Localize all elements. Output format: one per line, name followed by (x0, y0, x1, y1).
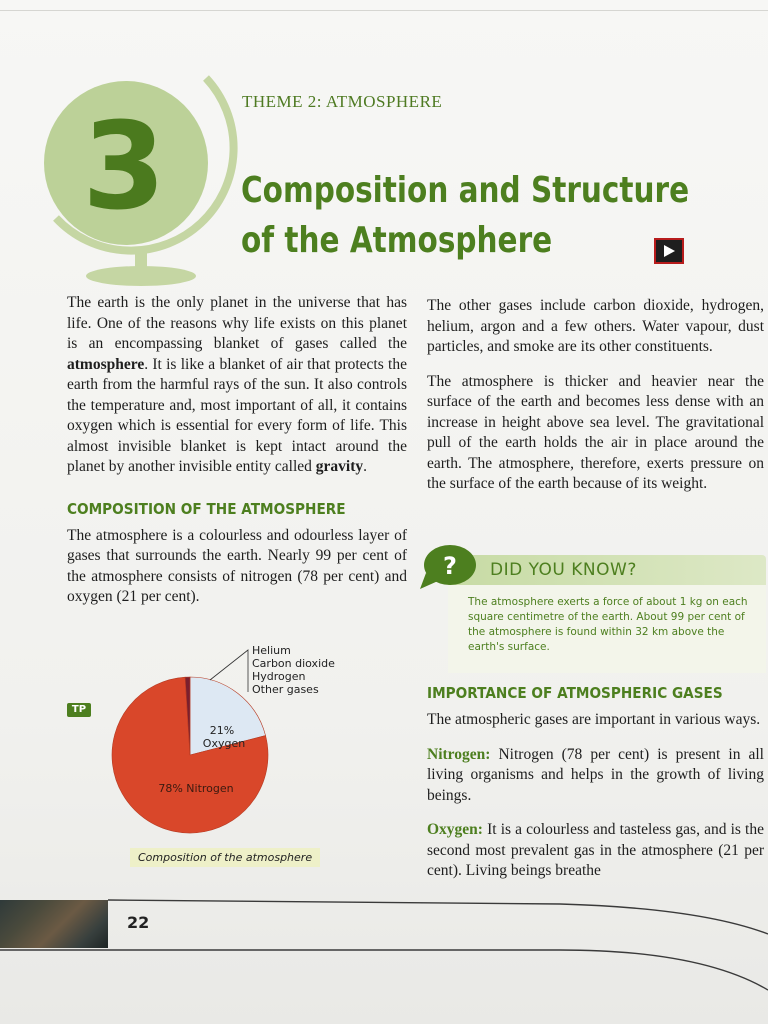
importance-heading: IMPORTANCE OF ATMOSPHERIC GASES (427, 684, 723, 702)
theme-label: THEME 2: ATMOSPHERE (242, 92, 443, 111)
callout-carbon-dioxide: Carbon dioxide (252, 657, 335, 670)
footer-photo (0, 900, 108, 948)
density-paragraph: The atmosphere is thicker and heavier near the surface of the earth and becomes less dense with an increase in height above sea level. The gravitational pull of the earth holds the air in place around the earth. The atmosphere, therefore, exerts pressure on the surface of the earth because of its weight. (427, 372, 764, 492)
did-you-know-box (418, 543, 766, 675)
callout-helium: Helium (252, 644, 291, 657)
chapter-number: 3 (82, 98, 166, 237)
nitrogen-label: 78% Nitrogen (158, 782, 234, 795)
question-mark: ? (443, 552, 457, 580)
intro-paragraph: The earth is the only planet in the universe that has life. One of the reasons why life exists on this planet is an encompassing blanket of gases called the atmosphere. It is like a blanket of air that protects the earth from the harmful rays of the sun. It also controls the temperature and, most important of all, it contains oxygen which is essential for every form of life. This almost invisible blanket is kept intact around the planet by another invisible entity called gravity. (67, 294, 407, 475)
chart-caption: Composition of the atmosphere (130, 848, 320, 867)
other-gases-paragraph: The other gases include carbon dioxide, hydrogen, helium, argon and a few others. Water vapour, dust particles, and smoke are its other constituents. (427, 297, 764, 355)
composition-paragraph: The atmosphere is a colourless and odourless layer of gases that surrounds the earth. Nearly 99 per cent of the atmosphere consists of nitrogen (78 per cent) and oxygen (21 per cent). (67, 526, 407, 605)
callout-hydrogen: Hydrogen (252, 670, 306, 683)
globe-chapter-icon (36, 68, 246, 288)
oxygen-percent-label: 21% (209, 724, 235, 737)
title-line-1: Composition and Structure (241, 170, 690, 211)
did-you-know-title: DID YOU KNOW? (490, 560, 637, 580)
chapter-title (241, 166, 689, 266)
play-triangle (662, 244, 676, 258)
importance-intro: The atmospheric gases are important in various ways. (427, 711, 761, 728)
top-rule (0, 10, 768, 11)
play-icon[interactable] (654, 238, 684, 264)
title-line-2: of the Atmosphere (241, 220, 553, 261)
page-number: 22 (127, 913, 150, 932)
oxygen-paragraph: Oxygen: It is a colourless and tasteless gas, and is the second most prevalent gas in the atmosphere (21 per cent). Living beings breathe (427, 821, 764, 879)
tp-tag: TP (67, 703, 91, 717)
importance-section (427, 684, 764, 896)
did-you-know-text: The atmosphere exerts a force of about 1 kg on each square centimetre of the earth. About 99 per cent of the atmosphere is found within 32 km above the earth's surface. (448, 585, 766, 673)
right-column (427, 296, 764, 509)
oxygen-name-label: Oxygen (202, 737, 246, 750)
composition-pie-chart (60, 638, 380, 878)
callout-other-gases: Other gases (252, 683, 319, 696)
nitrogen-paragraph: Nitrogen: Nitrogen (78 per cent) is present in all living organisms and helps in the growth of living beings. (427, 745, 764, 804)
composition-heading: COMPOSITION OF THE ATMOSPHERE (67, 499, 346, 518)
left-column (67, 293, 407, 622)
